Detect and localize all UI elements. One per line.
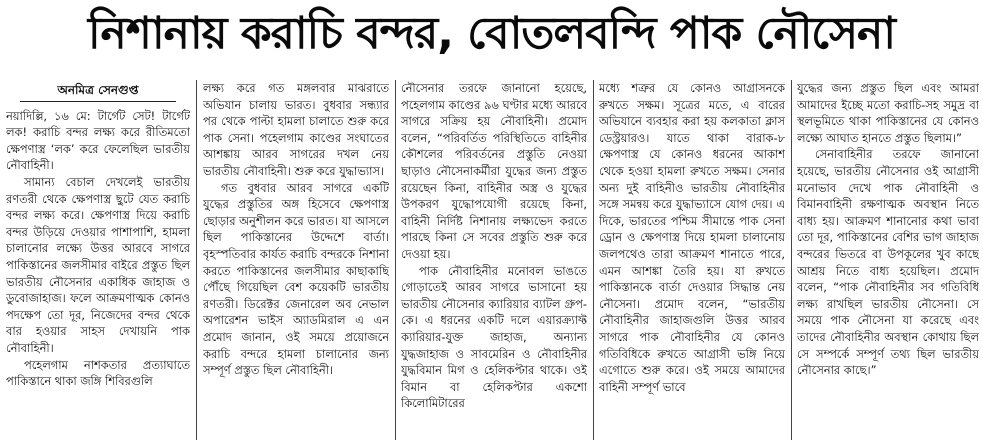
headline: নিশানায় করাচি বন্দর, বোতলবন্দি পাক নৌসেনা: [87, 8, 896, 59]
byline-rule: [20, 101, 176, 102]
paragraph: নৌসেনার তরফে জানানো হয়েছে, পহেলগাম কাণ্ডের ৯৬ ঘণ্টার মধ্যে আরবে সাগরে সক্রিয় হয় নৌবাহিনী। প্রমোদ বলেন, “পরিবর্তিত পরিস্থিতিতে বাহিনীর কৌশলের পরিবর্তনের প্রস্তুতি নেওয়া ছাড়াও নৌসেনাকর্মীরা যুদ্ধের জন্য প্রস্তুত রয়েছেন কিনা, বাহিনীর অস্ত্র ও যুদ্ধের উপকরণ যুদ্ধোপযোগী রয়েছে কিনা, বাহিনী নির্দিষ্ট নিশানায় লক্ষ্যভেদ করতে পারছে কিনা সে সবের প্রস্তুতি শুরু করে দেওয়া হয়।: [401, 81, 587, 261]
column-divider: [791, 80, 792, 440]
column-divider: [593, 80, 594, 440]
paragraph: যুদ্ধের জন্য প্রস্তুত ছিল এবং আমরা আমাদের ইচ্ছে মতো করাচি-সহ সমুদ্র বা স্থলভূমিতে থাকা পাকিস্তানের যে কোনও লক্ষ্যে আঘাত হানতে প্রস্তুত ছিলাম।”: [797, 81, 979, 145]
article-column-4: [599, 80, 785, 442]
byline: অনমিত্র সেনগুপ্ত: [57, 83, 139, 97]
article-column-3: [401, 80, 587, 442]
article-column-5: [797, 80, 979, 442]
column-divider: [395, 80, 396, 440]
paragraph: সামান্য বেচাল দেখলেই ভারতীয় রণতরী থেকে ক্ষেপণাস্ত্র ছুটে যেত করাচি বন্দর লক্ষ্য করে। ক্ষেপণাস্ত্র দিয়ে করাচি বন্দর উড়িয়ে দেওয়ার পাশাপাশি, হামলা চালানোর লক্ষ্যে উত্তর আরবে সাগরে পাকিস্তানের জলসীমার বাইরে প্রস্তুত ছিল ভারতীয় নৌসেনার একাধিক জাহাজ ও ডুবোজাহাজ। ফলে আক্রমণাত্মক কোনও পদক্ষেপ তো দূর, নিজেদের বন্দর থেকে বার হওয়ার সাহস দেখায়নি পাক নৌবাহিনী।: [6, 174, 190, 355]
paragraph: গত বুধবার আরব সাগরে একটি যুদ্ধের প্রস্তুতির অঙ্গ হিসেবে ক্ষেপণাস্ত্র ছোড়ার অনুশীলন করে ভারত। যা আসলে ছিল পাকিস্তানের উদ্দেশে বার্তা। বৃহস্পতিবার কার্যত করাচি বন্দরকে নিশানা করতে পাকিস্তানের জলসীমার কাছাকাছি পৌঁছে গিয়েছিল বেশ কয়েকটি ভারতীয় রণতরী। ডিরেক্টর জেনারেল অব নেভাল অপারেশন ভাইস অ্যাডমিরাল এ এন প্রমোদ জানান, ওই সময়ে প্রয়োজনে করাচি বন্দরে হামলা চালানোর জন্য সম্পূর্ণ প্রস্তুত ছিল নৌবাহিনী।: [203, 180, 389, 378]
paragraph: মধ্যে শত্রুর যে কোনও আগ্রাসনকে রুখতে সক্ষম। সূত্রের মতে, এ বারের অভিযানে ব্যবহার করা হয় কলকাতা ক্লাস ডেস্ট্রয়ারও। যাতে থাকা বারাক-৮ ক্ষেপণাস্ত্র যে কোনও ধরনের আকাশ থেকে হওয়া হামলা রুখতে সক্ষম। সেনার অন্য দুই বাহিনীও ভারতীয় নৌবাহিনীর সঙ্গে সমন্বয় করে যুদ্ধাভ্যাসে যোগ দেয়। এ দিকে, ভারতের পশ্চিম সীমান্তে পাক সেনা ড্রোন ও ক্ষেপণাস্ত্র দিয়ে হামলা চালানোয় জলপথেও তারা আক্রমণ শানাতে পারে, এমন আশঙ্কা তৈরি হয়। যা রুখতে পাকিস্তানকে বার্তা দেওয়ার সিদ্ধান্ত নেয় নৌসেনা। প্রমোদ বলেন, “ভারতীয় নৌবাহিনীর জাহাজগুলি উত্তর আরব সাগরে পাক নৌবাহিনীর যে কোনও গতিবিধিকে রুখতে আগ্রাসী ভঙ্গি নিয়ে এগোতে শুরু করে। ওই সময়ে আমাদের বাহিনী সম্পূর্ণ ভাবে: [599, 81, 785, 394]
paragraph: পাক নৌবাহিনীর মনোবল ভাঙতে গোড়াতেই আরব সাগরে ভাসানো হয় ভারতীয় নৌসেনার ক্যারিয়ার ব্যাটল গ্রুপ-কে। এ ধরনের একটি দলে এয়ারক্র্যাফ্ট ক্যারিয়ার-যুক্ত জাহাজ, অন্যান্য যুদ্ধজাহাজ ও সাবমেরিন ও নৌবাহিনীর যুদ্ধবিমান মিগ ও হেলিকপ্টার থাকে। ওই বিমান বা হেলিকপ্টার একশো কিলোমিটারের: [401, 263, 587, 411]
paragraph: লক্ষ্য করে গত মঙ্গলবার মাঝরাতে অভিযান চালায় ভারত। বুধবার সন্ধ্যার পর থেকে পাল্টা হামলা চালাতে শুরু করে পাক সেনা। পহেলগাম কাণ্ডের সংঘাতের আশঙ্কায় আরব সাগরের দখল নেয় ভারতীয় নৌবাহিনী। শুরু করে যুদ্ধাভ্যাস।: [203, 81, 389, 178]
article-column-2: [203, 80, 389, 442]
article-column-1: [6, 80, 190, 442]
paragraph: পহেলগাম নাশকতার প্রত্যাঘাতে পাকিস্তানে থাকা জঙ্গি শিবিরগুলি: [6, 357, 190, 389]
paragraph: নয়াদিল্লি, ১৬ মে: টার্গেট সেট! টার্গেট লক! করাচি বন্দর লক্ষ্য করে রীতিমতো ক্ষেপণাস্ত্র ‘লক’ করে ফেলেছিল ভারতীয় নৌবাহিনী।: [6, 108, 190, 173]
paragraph: সেনাবাহিনীর তরফে জানানো হয়েছে, ভারতীয় নৌসেনার ওই আগ্রাসী মনোভাব দেখে পাক নৌবাহিনী ও বিমানবাহিনী রক্ষণাত্মক অবস্থান নিতে বাধ্য হয়। আক্রমণ শানানোর কথা ভাবা তো দূর, পাকিস্তানের বেশির ভাগ জাহাজ বন্দরের ভিতরে বা উপকূলের খুব কাছে আশ্রয় নিতে বাধ্য হয়েছিল। প্রমোদ বলেন, “পাক নৌবাহিনীর সব গতিবিধি লক্ষ্য রাখছিল ভারতীয় নৌসেনা। সে সময়ে পাক নৌসেনা যা করেছে এবং তাদের নৌবাহিনীর অবস্থান কোথায় ছিল সে সম্পর্কে সম্পূর্ণ তথ্য ছিল ভারতীয় নৌসেনার কাছে।”: [797, 147, 979, 378]
column-divider: [196, 80, 197, 440]
